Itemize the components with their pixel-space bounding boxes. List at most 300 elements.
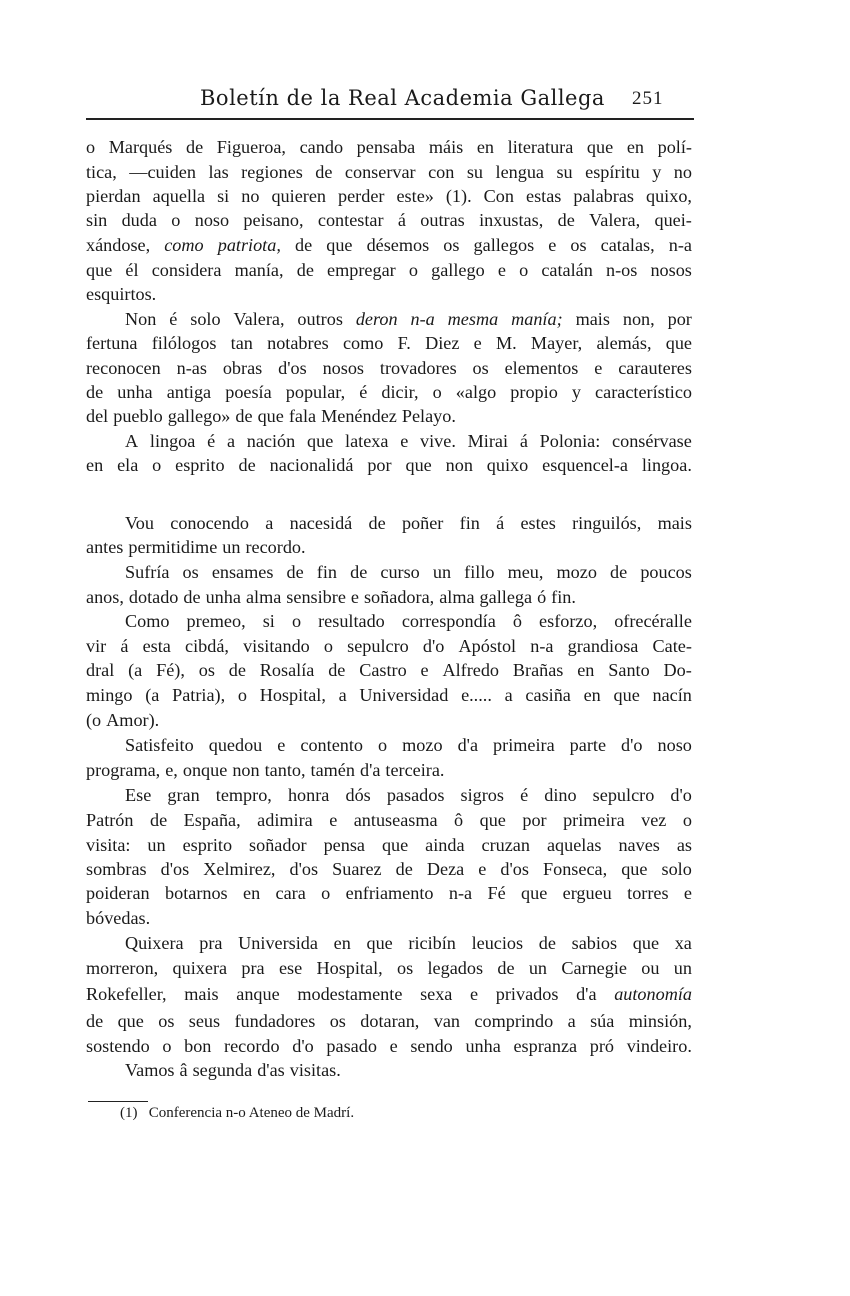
text-line [86,135,692,159]
word: ou [641,958,660,978]
text-line [125,429,692,453]
word: Hospital, [316,958,383,978]
word: que [479,810,506,830]
text-line [86,233,692,257]
word: e [478,859,487,879]
word: a [265,513,274,533]
text-line [86,208,692,232]
word: â [179,1060,188,1080]
word: mingo [86,685,133,705]
word: Satisfeito [125,735,194,755]
word: pueblo [113,406,163,426]
word: alemás, [596,333,652,353]
word: mais [575,309,610,329]
word: d'os [278,358,307,378]
word: e [470,984,479,1004]
word: de [86,382,104,402]
word: adimira [257,810,313,830]
word: filólogos [151,333,217,353]
word: pra [241,958,265,978]
word: alma [245,587,282,607]
word: vive. [420,431,456,451]
word: o [237,685,247,705]
word: de [235,406,253,426]
word: e [497,260,506,280]
word: de [149,810,168,830]
word: con [428,162,455,182]
word: Quixera [125,933,184,953]
word: non [232,760,260,780]
word: lingoa [149,431,196,451]
word: un [673,958,692,978]
word: lingoa. [641,455,692,475]
word: terceira. [385,760,445,780]
word: Fonseca, [543,859,608,879]
word: non [445,455,473,475]
word: ô [512,611,522,631]
word: de [238,455,256,475]
word: carauteres [618,358,692,378]
word: un [432,562,452,582]
italic-word: manía; [511,309,563,329]
text-line [125,560,692,584]
italic-word: como [164,235,204,255]
footnote [120,1101,354,1125]
word: Universidad [359,685,449,705]
word: Universida [238,933,318,953]
word: visitas. [289,1060,341,1080]
word: sombras [86,859,147,879]
word: o [432,382,442,402]
word: pierdan [86,186,141,206]
word: Vamos [125,1060,175,1080]
word: alma [439,587,475,607]
word: quixera [172,958,228,978]
word: d'os [160,859,190,879]
word: consérvase [612,431,692,451]
word: leucios [471,933,524,953]
text-line [86,535,692,559]
text-line [86,184,692,208]
word: ergueu [562,883,612,903]
word: propio [510,382,558,402]
word: manía, [234,260,284,280]
word: ô [454,810,464,830]
word: e [420,660,429,680]
text-line [86,956,692,980]
text-line [86,658,692,682]
word: d'o [670,785,692,805]
word: inxustas, [479,210,544,230]
word: e, [165,760,178,780]
text-line [125,609,692,633]
word: que [521,883,548,903]
word: esprito [182,835,233,855]
word: tan [230,333,253,353]
word: ensames [211,562,274,582]
word: o [291,611,302,631]
word: permitidime [128,537,218,557]
word: Valera, [233,309,285,329]
italic-word: autonomía [614,984,692,1004]
word: tanto, [264,760,306,780]
word: elementos [504,358,579,378]
footnote-text: Conferencia n-o Ateneo de Madrí. [148,1105,355,1121]
word: que [117,1011,144,1031]
word: contento [300,735,364,755]
word: o [378,735,388,755]
word: vindeiro. [626,1036,692,1056]
word: d'o [621,735,643,755]
word: vir [86,636,107,656]
word: Alfredo [442,660,500,680]
word: nación [246,431,296,451]
word: no [673,162,692,182]
word: outras [420,210,465,230]
word: poñer [401,513,444,533]
word: en [583,685,601,705]
word: parte [569,735,607,755]
page-number: 251 [632,88,664,109]
word: catalas, [600,235,655,255]
text-line [125,1058,692,1082]
word: é [207,431,216,451]
word: en [577,660,595,680]
word: aquella [152,186,206,206]
word: quixo, [645,186,692,206]
word: en [243,883,261,903]
word: soñador [249,835,307,855]
word: ese [278,958,303,978]
word: xa [674,933,692,953]
word: ó [537,587,547,607]
word: o [86,137,96,157]
word: España, [183,810,241,830]
word: sin [86,210,108,230]
word: quieren [271,186,326,206]
word: esquencel-a [542,455,628,475]
word: recordo [224,1036,280,1056]
text-line [86,857,692,881]
word: a [567,1011,576,1031]
word: désemos [366,235,430,255]
word: Brañas [512,660,564,680]
word: de [538,933,556,953]
word: Marqués [108,137,173,157]
word: cibdá, [185,636,229,656]
word: Ese [125,785,152,805]
word: segunda [192,1060,253,1080]
word: dotado [128,587,179,607]
word: o [408,260,418,280]
word: o [519,260,529,280]
word: fala [288,406,317,426]
word: o [171,210,181,230]
word: o [323,636,333,656]
word: d'a [576,984,597,1004]
word: d'os [500,859,529,879]
word: Pelayo. [401,406,456,426]
word: ela [117,455,139,475]
word: n-a [448,883,473,903]
word: tica, [86,162,117,182]
word: estes [520,513,556,533]
word: nacionalidá [269,455,354,475]
word: que [405,455,432,475]
word: nosos [650,260,692,280]
word: pra [199,933,223,953]
word: visita: [86,835,131,855]
word: de [286,562,304,582]
text-line [86,1034,692,1058]
word: en [476,137,495,157]
word: Fé), [156,660,185,680]
text-line [86,833,692,857]
word: cara [275,883,306,903]
word: noso [657,735,692,755]
word: esta [142,636,171,656]
word: F. [397,333,411,353]
word: máis [428,137,464,157]
word: e [683,883,692,903]
word: os [443,235,460,255]
text-line [125,733,692,757]
word: d'a [359,760,381,780]
word: as [676,835,692,855]
word: Amor). [106,710,160,730]
word: lengua [495,162,544,182]
word: sabios [571,933,618,953]
text-line [86,160,692,184]
word: (a [145,685,160,705]
text-line [86,906,692,930]
text-line [86,585,692,609]
word: é [359,382,368,402]
word: y [571,382,581,402]
text-line [86,881,692,905]
word: o [162,1036,172,1056]
word: premeo, [186,611,246,631]
word: tempro, [215,785,272,805]
word: (a [128,660,143,680]
text-line [86,404,692,428]
word: gallega [479,587,533,607]
word: trovadores [379,358,457,378]
word: Hospital, [259,685,326,705]
word: programa, [86,760,161,780]
word: pró [589,1036,615,1056]
word: cando [299,137,344,157]
word: vez [641,810,667,830]
journal-title: Boletín de la Real Academia Gallega [200,86,605,110]
word: de [185,137,204,157]
word: Patria), [172,685,226,705]
word: esforzo, [539,611,598,631]
word: Figueroa, [216,137,286,157]
word: tamén [310,760,355,780]
text-line [86,331,692,355]
word: este» [396,186,434,206]
word: popular, [285,382,346,402]
word: Valera, [589,210,641,230]
word: á [120,636,129,656]
word: xándose, [86,235,151,255]
word: os [472,358,489,378]
word: os [182,562,199,582]
word: antuseasma [353,810,438,830]
word: primeira [493,735,555,755]
word: (o [86,710,102,730]
text-line [86,258,692,282]
word: e [350,587,359,607]
word: (1). [445,186,472,206]
word: outros [297,309,343,329]
word: como [342,333,384,353]
word: en [86,455,104,475]
word: grandiosa [567,636,639,656]
word: sepulcro [347,636,409,656]
word: dós [345,785,371,805]
footnote-marker: (1) [120,1105,138,1121]
word: que [307,431,334,451]
word: por [522,810,547,830]
word: a [504,685,513,705]
word: sigros [460,785,504,805]
word: que [632,933,660,953]
word: su [556,162,573,182]
word: botarnos [165,883,228,903]
word: enfriamento [345,883,434,903]
word: un [222,537,241,557]
word: e [400,431,409,451]
word: Patrón [86,810,134,830]
word: M. [495,333,517,353]
word: «algo [455,382,497,402]
word: Menéndez [321,406,397,426]
word: que [366,933,393,953]
word: espíritu [585,162,640,182]
word: quixo [486,455,529,475]
word: de [296,260,314,280]
word: quedou [208,735,263,755]
word: noso [194,210,230,230]
word: torres [627,883,669,903]
text-line [86,356,692,380]
text-line [86,708,692,732]
word: catalán [541,260,593,280]
word: sostendo [86,1036,150,1056]
word: de [497,958,515,978]
word: pensa [323,835,365,855]
word: que [257,406,284,426]
word: recordo. [245,537,306,557]
word: seus [188,1011,221,1031]
word: gallego» [167,406,231,426]
word: cruzan [481,835,530,855]
word: sensibre [286,587,346,607]
word: gallegos [473,235,535,255]
word: de [557,210,575,230]
italic-word: deron [355,309,398,329]
word: d'o [422,636,445,656]
word: que [621,859,648,879]
word: meu, [507,562,544,582]
word: mozo [556,562,597,582]
word: contestar [317,210,384,230]
word: resultado [318,611,385,631]
word: obras [222,358,263,378]
word: de [368,513,386,533]
word: peisano, [243,210,304,230]
text-line [125,511,692,535]
word: a [338,685,347,705]
word: conocendo [170,513,250,533]
word: gran [167,785,200,805]
word: e [329,810,338,830]
text-line [125,783,692,807]
word: fundadores [234,1011,316,1031]
word: solo [661,859,692,879]
word: pasados [386,785,445,805]
word: d'o [292,1036,314,1056]
word: privados [495,984,559,1004]
word: empregar [327,260,396,280]
word: d'as [257,1060,285,1080]
word: Do- [663,660,692,680]
word: non, [622,309,655,329]
word: Apóstol [458,636,517,656]
word: morreron, [86,958,159,978]
word: de [315,162,333,182]
word: n-as [176,358,207,378]
word: Como [125,611,170,631]
word: o [152,455,162,475]
word: curso [380,562,420,582]
word: quei- [654,210,692,230]
word: por [667,309,692,329]
word: e [389,1036,398,1056]
word: Non [125,309,157,329]
word: que [665,333,692,353]
word: nosos [322,358,364,378]
text-line [125,307,692,331]
word: duda [121,210,157,230]
word: mozo [402,735,443,755]
word: en [333,933,351,953]
word: legados [427,958,484,978]
word: os [329,1011,346,1031]
word: e [548,235,557,255]
word: sexa [420,984,453,1004]
word: van [433,1011,461,1031]
header-rule [86,118,694,120]
word: dral [86,660,115,680]
word: mais [184,984,219,1004]
word: que [613,685,640,705]
word: de [228,660,246,680]
word: Castro [359,660,407,680]
word: antes [86,537,124,557]
word: dino [544,785,577,805]
word: fin [316,562,338,582]
word: Carnegie [561,958,627,978]
word: Cate- [652,636,692,656]
word: que [326,235,353,255]
word: á [397,210,406,230]
word: á [496,513,505,533]
word: de [395,859,413,879]
word: anos, [86,587,124,607]
